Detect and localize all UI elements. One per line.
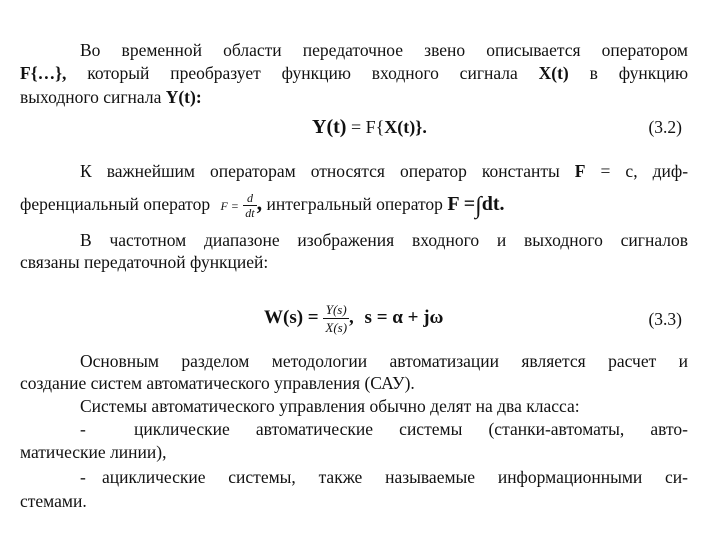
p1-line-1-text: Во временной области передаточное звено описывается оператором <box>80 40 688 60</box>
p2-line-2-integral-text: интегральный оператор <box>266 194 443 214</box>
transfer-numerator: Y(s) <box>323 301 349 319</box>
diff-fraction-numerator: d <box>243 191 256 206</box>
diff-operator-fraction <box>243 191 256 220</box>
equation-3-3 <box>264 298 443 338</box>
equation-3-2 <box>312 116 427 139</box>
paragraph-4-line-4 <box>80 418 688 440</box>
p4-line-1-text: Основным разделом методологии автоматизации является расчет и <box>80 351 688 371</box>
diff-operator-lhs: F = <box>220 198 239 213</box>
paragraph-4-line-6 <box>80 466 688 488</box>
p2-line-1-text: К важнейшим операторам относятся оператор константы <box>80 161 560 181</box>
paragraph-3-line-1 <box>80 229 688 251</box>
paragraph-1-line-3 <box>20 86 688 108</box>
list-item-1-text: циклические автоматические системы (станки-автоматы, авто- <box>134 419 688 439</box>
transfer-function-fraction <box>323 301 349 336</box>
paragraph-1-line-1 <box>80 39 688 61</box>
transfer-denominator: X(s) <box>325 320 348 336</box>
p4-line-7-text: стемами. <box>20 491 87 511</box>
paragraph-4-line-7 <box>20 490 688 512</box>
diff-fraction-denominator: dt <box>245 206 255 221</box>
p2-line-2-comma: , <box>256 190 263 215</box>
paragraph-2-line-2 <box>20 188 688 221</box>
eq32-x: X(t) <box>384 117 416 137</box>
p4-line-2-text: создание систем автоматического управления (САУ). <box>20 373 415 393</box>
p1-line-3-text: выходного сигнала <box>20 87 162 107</box>
paragraph-1-line-2 <box>20 62 688 84</box>
p4-line-5-text: матические линии), <box>20 442 167 462</box>
paragraph-2-line-1 <box>80 160 688 182</box>
eq33-comma: , <box>349 307 354 328</box>
p4-line-3-text: Системы автоматического управления обычно делят на два класса: <box>80 396 580 416</box>
p2-line-2-text: ференциальный оператор <box>20 194 211 214</box>
equation-3-3-number: (3.3) <box>648 309 682 329</box>
p1-line-2-tail: в функцию <box>589 63 689 83</box>
eq32-equals: = <box>350 117 362 137</box>
integral-sign: ∫ <box>475 193 482 219</box>
constant-operator-f: F <box>574 161 586 181</box>
paragraph-4-line-1 <box>80 350 688 372</box>
eq32-lhs: Y(t) <box>312 116 347 138</box>
p3-line-2-text: связаны передаточной функцией: <box>20 252 269 272</box>
p1-line-2-text: который преобразует функцию входного сигнала <box>87 63 518 83</box>
equation-3-2-number: (3.2) <box>648 117 682 137</box>
input-signal-x: X(t) <box>538 63 569 83</box>
paragraph-4-line-5 <box>20 441 688 463</box>
p2-line-1-tail: = с, диф- <box>600 161 689 181</box>
paragraph-4-line-3 <box>80 395 688 417</box>
eq32-close: }. <box>415 117 427 137</box>
list-item-2-text: ациклические системы, также называемые информационными си- <box>102 467 688 487</box>
operator-f-braces: F{…}, <box>20 63 67 83</box>
paragraph-4-line-2 <box>20 372 688 394</box>
list-dash-1: - <box>80 419 86 439</box>
eq32-f: F{ <box>365 117 385 137</box>
eq33-lhs: W(s) = <box>264 307 319 328</box>
integral-operator-f: F = <box>447 193 476 215</box>
list-dash-2: - <box>80 467 86 487</box>
paragraph-3-line-2 <box>20 251 688 273</box>
eq33-rhs: s = α + jω <box>364 307 444 328</box>
p3-line-1-text: В частотном диапазоне изображения входного и выходного сигналов <box>80 230 688 250</box>
output-signal-y: Y(t): <box>165 87 202 107</box>
integral-dt: dt. <box>481 193 505 215</box>
